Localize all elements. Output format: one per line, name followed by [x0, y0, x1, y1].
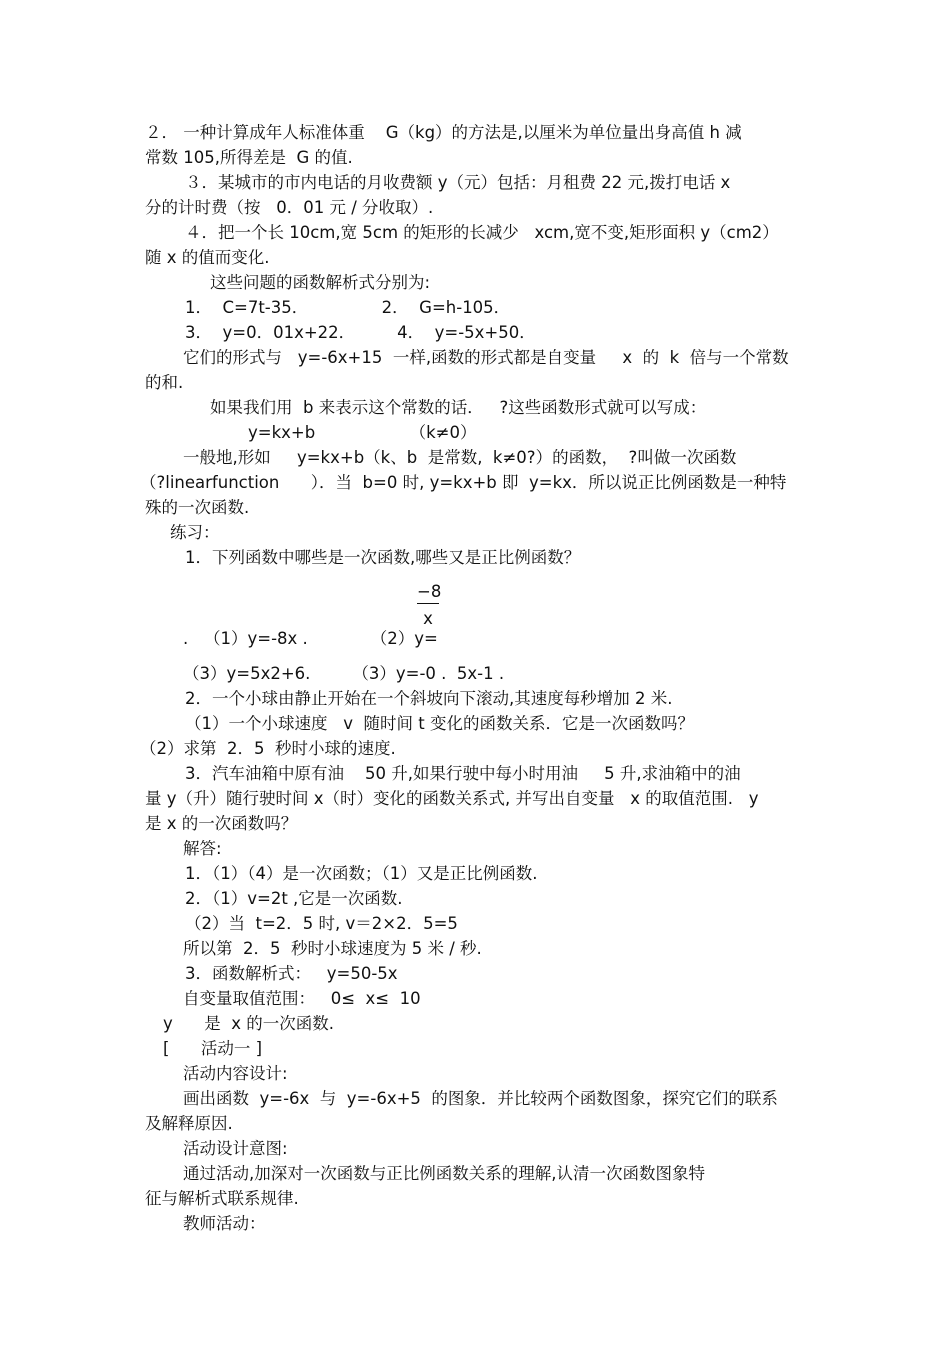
text-line: 2．一个小球由静止开始在一个斜坡向下滚动,其速度每秒增加 2 米. [185, 689, 673, 708]
text-line: 分的计时费（按 0．01 元 / 分收取）. [145, 198, 434, 217]
text-line: 画出函数 y=-6x 与 y=-6x+5 的图象．并比较两个函数图象，探究它们的联系 [183, 1089, 778, 1108]
text-line: 及解释原因. [145, 1114, 233, 1133]
text-line: 3．汽车油箱中原有油 50 升,如果行驶中每小时用油 5 升,求油箱中的油 [185, 764, 741, 783]
text-line: y=kx+b （k≠0） [248, 423, 477, 442]
fraction-denominator: x [423, 609, 433, 628]
text-line: . （1）y=-8x . （2）y= [183, 629, 438, 648]
text-line: 教师活动： [183, 1214, 266, 1233]
text-line: （3）y=5x2+6. （3）y=-0 . 5x-1 . [183, 664, 505, 683]
text-line: 的和. [145, 373, 184, 392]
text-line: 活动内容设计: [183, 1064, 288, 1083]
text-line: 常数 105,所得差是 G 的值. [145, 148, 353, 167]
text-line: 通过活动,加深对一次函数与正比例函数关系的理解,认清一次函数图象特 [183, 1164, 705, 1183]
text-line: 它们的形式与 y=-6x+15 一样,函数的形式都是自变量 x 的 k 倍与一个常数 [183, 348, 789, 367]
text-line: （2）当 t=2．5 时, v＝2×2．5=5 [185, 914, 458, 933]
text-line: ４．把一个长 10cm,宽 5cm 的矩形的长减少 xcm,宽不变,矩形面积 y（cm2） [185, 223, 779, 242]
text-line: 1． C=7t-35． 2． G=h-105． [185, 298, 511, 317]
text-line: 解答: [183, 839, 222, 858]
text-line: 练习： [170, 523, 220, 542]
text-line: 是 x 的一次函数吗？ [145, 814, 298, 833]
text-line: 这些问题的函数解析式分别为: [210, 273, 431, 292]
text-line: 殊的一次函数. [145, 498, 250, 517]
text-line: （?linearfunction ）．当 b=0 时, y=kx+b 即 y=kx．所以说正比例函数是一种特 [140, 473, 787, 492]
text-line: 3． y=0．01x+22． 4． y=-5x+50． [185, 323, 536, 342]
text-line: 如果我们用 b 来表示这个常数的话． ?这些函数形式就可以写成： [210, 398, 707, 417]
text-line: 活动设计意图: [183, 1139, 288, 1158]
text-line: ３．某城市的市内电话的月收费额 y（元）包括：月租费 22 元,拨打电话 x [185, 173, 731, 192]
fraction-numerator: −8 [417, 581, 439, 604]
text-line: 1．（1）（4）是一次函数；（1）又是正比例函数. [185, 864, 538, 883]
text-line: 随 x 的值而变化. [145, 248, 270, 267]
text-line: y 是 x 的一次函数. [163, 1014, 334, 1033]
text-line: [ 活动一 ] [163, 1039, 263, 1058]
text-line: 1．下列函数中哪些是一次函数,哪些又是正比例函数？ [185, 548, 581, 567]
text-line: 3．函数解析式： y=50-5x [185, 964, 398, 983]
text-line: ２． 一种计算成年人标准体重 G（kg）的方法是,以厘米为单位量出身高值 h 减 [145, 123, 742, 142]
text-line: 2．（1）v=2t ,它是一次函数. [185, 889, 403, 908]
text-line: 自变量取值范围： 0≤ x≤ 10 [183, 989, 421, 1008]
text-line: 量 y（升）随行驶时间 x（时）变化的函数关系式, 并写出自变量 x 的取值范围. y [145, 789, 759, 808]
text-line: 一般地,形如 y=kx+b（k、b 是常数, k≠0?）的函数， ?叫做一次函数 [183, 448, 737, 467]
text-line: 征与解析式联系规律. [145, 1189, 299, 1208]
text-line: （1）一个小球速度 v 随时间 t 变化的函数关系．它是一次函数吗？ [185, 714, 694, 733]
text-line: （2）求第 2．5 秒时小球的速度. [140, 739, 396, 758]
text-line: 所以第 2．5 秒时小球速度为 5 米 / 秒. [183, 939, 482, 958]
